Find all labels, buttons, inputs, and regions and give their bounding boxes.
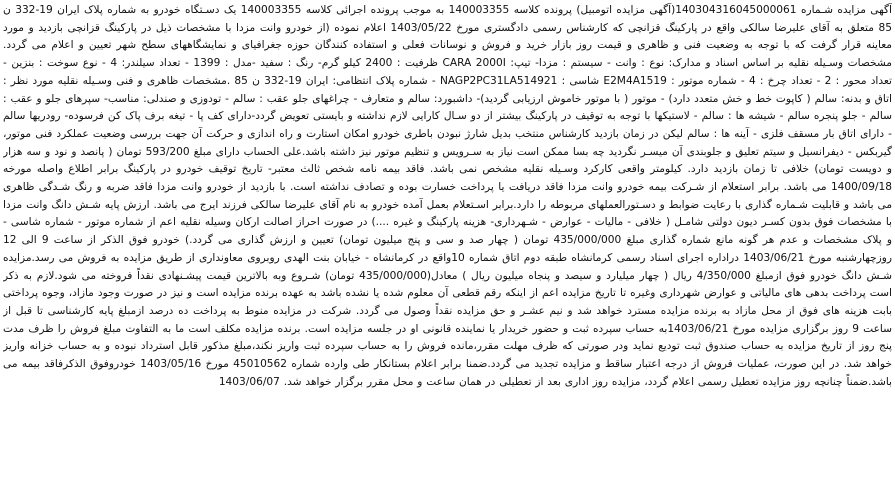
auction-notice-text: آگهی مزایده شـماره 140304316045000061(آگهی مزایده اتومبیل) پرونده کلاسه 140003355 به موجب پرونده اجرائی کلاسه 140003355 یک دسـتگاه خودرو به شماره پلاک ایران 19-332 ن 85 متعلق به آقای علیرضا سالکی واقع در پارکینگ قزانچی که کارشناس رسمی دادگستری مورخ 1403/05/22 اعلام نموده (از خودرو وانت مزدا با مشخصات ذیل در پارکینگ قزانچی بازدید و مورد معاینه قرار گرفت که با توجه به وضعیت فنی و ظاهری و قیمت روز بازار خرید و فروش و نوسانات فعلی و استفاده کنندگان حوزه جغرافیای و نمایشگاههای سطح شهر تعیین و اعلام می گردد. مشخصات وسـیله نقلیه بر اساس اسناد و مدارک: نوع : وانت - سیستم : مزدا- تیپ: CARA 2000I ظرفیت : 2400 کیلو گرم- رنگ : سفید -مدل : 1399 - تعداد سیلندر: 4 - نوع سوخت : بنزین - تعداد محور : 2 - تعداد چرخ : 4 - شماره موتور : E2M4A1519 شاسی : NAGP2PC31LA514921 - شماره پلاک انتظامی: ایران 19-332 ن 85 .مشخصات ظاهری و فنی وسـیله نقلیه مورد نظر : اتاق و بدنه: سالم ( کاپوت خط و خش متعدد دارد) - موتور ( با موتور خاموش ارزیابی گردید)- داشبورد: سالم و متعارف - چراغهای جلو عقب : سالم - تودوزی و صندلی: مناسب- سپرهای جلو و عقب : سالم - جلو پنجره سالم - شیشه ها : سالم - لاستیکها با توجه به توقیف در پارکینگ بیشتر از دو سـال کارایی لازم نداشته و بایستی تعویض گردد-دارای کف پا - تیغه برف پاک کن فرسوده- رودریها سالم - دارای اتاق بار مسقف فلزی - آینه ها : سالم لیکن در زمان بازدید کارشناس منتخب بدیل شارژ نبودن باطری خودرو امکان استارت و راه اندازی و حرکت آن جهت بررسی وضعیت عملکرد فنی موتور، گیربکس - دیفرانسیل و سیتم تعلیق و جلوبندی آن میسـر نگردید چه بسا ممکن است نیاز به سـرویس و تنظیم موتور نیز داشته باشد.علی الحساب دارای مبلغ 593/200 تومان ( پانصد و نود و سه هزار و دویست تومان) خلافی تا زمان بازدید دارد. کیلومتر واقعی کارکرد وسـیله نقلیه مشخص نمی باشد. فاقد بیمه نامه شخص ثالث معتبر- تاریخ توقیف خودرو در پارکینگ برابر اطلاع واصله مورخه 1400/09/18 می باشد. برابر استعلام از شـرکت بیمه خودرو وانت مزدا فاقد دریافت یا پرداخت خسارت بوده و تصادف نداشته است. با بازدید از خودرو وانت مزدا فاقد ضربه و رنگ شـدگی ظاهری می باشد و قابلیت شـماره گذاری با رعایت ضوابط و دسـتورالعملهای مربوطه را دارد.برابر اسـتعلام بعمل آمده خودرو به نام آقای علیرضا سالکی فرزند ایرج می باشد. ارزش پایه شـش دانگ وانت مزدا با مشخصات فوق بدون کسـر دیون دولتی شامـل ( خلافی - مالیات - عوارض - شـهرداری- هزینه پارکینگ و غیره ....) در صورت احراز اصالت ارکان وسیله نقلیه اعم از شماره موتور - شماره شاسی - و پلاک مشخصات و عدم هر گونه مانع شماره گذاری مبلغ 435/000/000 تومان ( چهار صد و سی و پنج میلیون تومان) تعیین و ارزش گذاری می گردد.) خودرو فوق الذکر از ساعت 9 الی 12 روزچهارشنبه مورخ 1403/06/21 دراداره اجرای اسناد رسمی کرمانشاه طبقه دوم اتاق شماره 10واقع در کرمانشاه - خیابان بنت الهدی روبروی معاونداری از طریق مزایده به فروش می رسد.مزایده شـش دانگ خودرو فوق ازمبلغ 4/350/000 ریال ( چهار میلیارد و سیصد و پنجاه میلیون ریال ) معادل(435/000/000 تومان) شـروع وبه بالاترین قیمت پیشـنهادی نقداً فروخته می شود.لازم به ذکر است پرداخت بدهی های مالیاتی و عوارض شهرداری وغیره تا تاریخ مزایده اعم از اینکه رقم قطعی آن معلوم شده یا نشده باشد به عهده برنده مزایده است و نیز در صورت وجود مازاد، وجوه پرداختی بابت هزینه های فوق از محل مازاد به برنده مزایده مسترد خواهد شد و نیم عشـر و حق مزایده نقداً وصول می گردد. شرکت در مزایده منوط به پرداخت ده درصد ازمبلغ پایه کارشناسی تا قبل از ساعت 9 روز برگزاری مزایده مورخ 1403/06/21به حساب سپرده ثبت و حضور خریدار یا نماینده قانونی او در جلسه مزایده است. برنده مزایده مکلف است ما به التفاوت مبلغ فروش را ظرف مدت پنج روز از تاریخ مزایده به حساب صندوق ثبت تودیع نماید ودر صورتی که ظرف مهلت مقرر،مانده فروش را به حساب سپرده ثبت واریز نکند،مبلغ مذکور قابل استرداد نبوده و به حساب خزانه واریز خواهد شد. در این صورت، عملیات فروش از درجه اعتبار ساقط و مزایده تجدید می گردد.ضمنا برابر اعلام بستانکار طی وارده شماره 45010562 مورخ 1403/05/16 خودروفوق الذکرفاقد بیمه می باشد.ضمناً چنانچه روز مزایده تعطیل رسمی اعلام گردد، مزایده روز اداری بعد از تعطیلی در همان ساعت و محل مقرر برگزار خواهد شد. 1403/06/07 — [3, 4, 892, 388]
